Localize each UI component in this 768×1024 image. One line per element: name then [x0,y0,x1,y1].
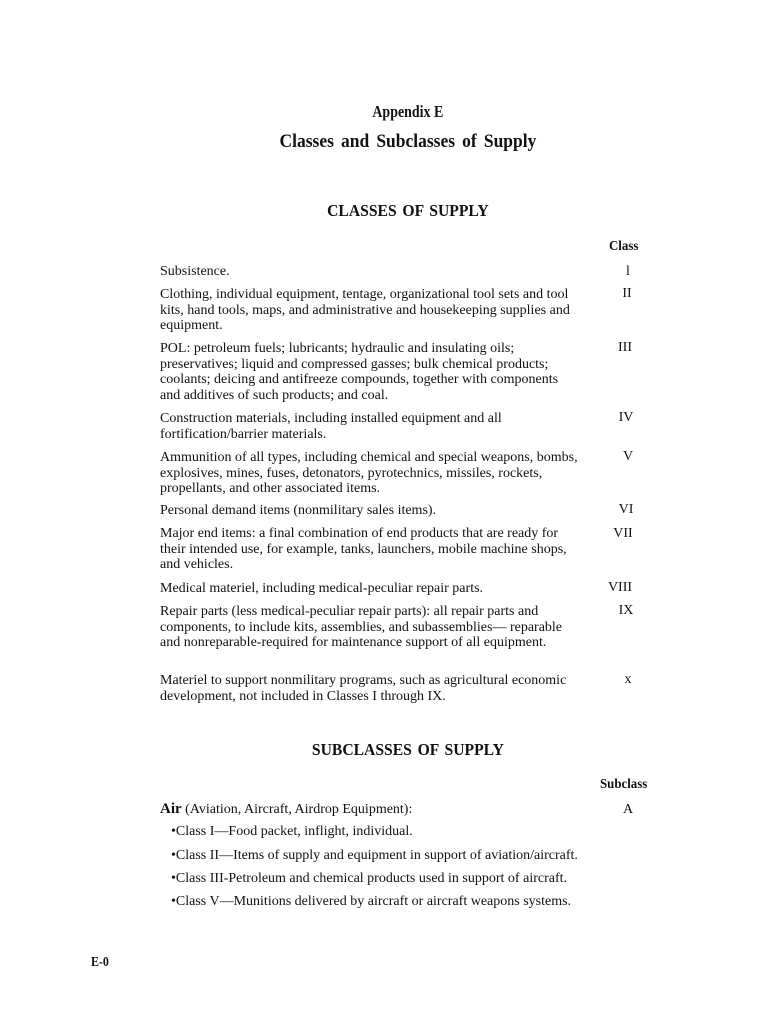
subclasses-heading: SUBCLASSES OF SUPPLY [311,740,504,759]
air-bullet: •Class I—Food packet, inflight, individual. [171,824,413,839]
class-row-code: II [622,286,632,301]
class-row-desc: Major end items: a final combination of end products that are ready for their intended use, for example, tanks, launchers, mobile machine shops, and vehicles. [160,526,567,572]
class-row-desc: Subsistence. [160,264,230,279]
class-row-desc: Materiel to support nonmilitary programs, such as agricultural economic development, not included in Classes I through IX. [160,673,567,704]
air-subclass-code: A [622,802,634,817]
class-row-code: VI [618,502,634,517]
air-bullet: •Class III-Petroleum and chemical products used in support of aircraft. [171,871,568,886]
class-row-desc: Personal demand items (nonmilitary sales items). [160,503,437,518]
appendix-label: Appendix E [372,102,444,121]
air-bullet: •Class V—Munitions delivered by aircraft or aircraft weapons systems. [171,894,572,909]
class-row-desc: Repair parts (less medical-peculiar repair parts): all repair parts and components, to include kits, assemblies, and subassemblies— reparable and nonreparable-required for maintenance support of all equipment. [160,604,563,650]
class-row-code: VII [613,526,633,541]
class-row-code: III [618,340,632,355]
page-title: Classes and Subclasses of Supply [279,131,537,152]
class-row-desc: POL: petroleum fuels; lubricants; hydraulic and insulating oils; preservatives; liquid and compressed gasses; bulk chemical products; coolants; deicing and antifreeze compounds, together with components and additives of such products; and coal. [160,341,559,403]
class-row-desc: Medical materiel, including medical-peculiar repair parts. [160,581,484,596]
air-bullet: •Class II—Items of supply and equipment in support of aviation/aircraft. [171,848,578,863]
class-row-desc: Ammunition of all types, including chemical and special weapons, bombs, explosives, mines, fuses, detonators, pyrotechnics, missiles, rockets, propellants, and other associated items. [160,450,578,496]
class-row-desc: Construction materials, including installed equipment and all fortification/barrier materials. [160,411,502,442]
classes-heading: CLASSES OF SUPPLY [327,201,489,220]
class-row-code: IX [618,603,634,618]
class-column-header: Class [609,239,639,254]
class-row-code: V [622,449,634,464]
page-number: E-0 [91,955,109,970]
air-subclass-entry [160,801,412,818]
class-row-code: l [626,264,630,279]
class-row-code: x [624,672,632,687]
subclass-column-header: Subclass [600,777,648,792]
class-row-desc: Clothing, individual equipment, tentage, organizational tool sets and tool kits, hand tools, maps, and administrative and housekeeping supplies and equipment. [160,287,570,333]
class-row-code: IV [618,410,634,425]
class-row-code: VIII [607,580,633,595]
air-label: Air [160,801,182,817]
air-detail: (Aviation, Aircraft, Airdrop Equipment): [185,802,413,817]
